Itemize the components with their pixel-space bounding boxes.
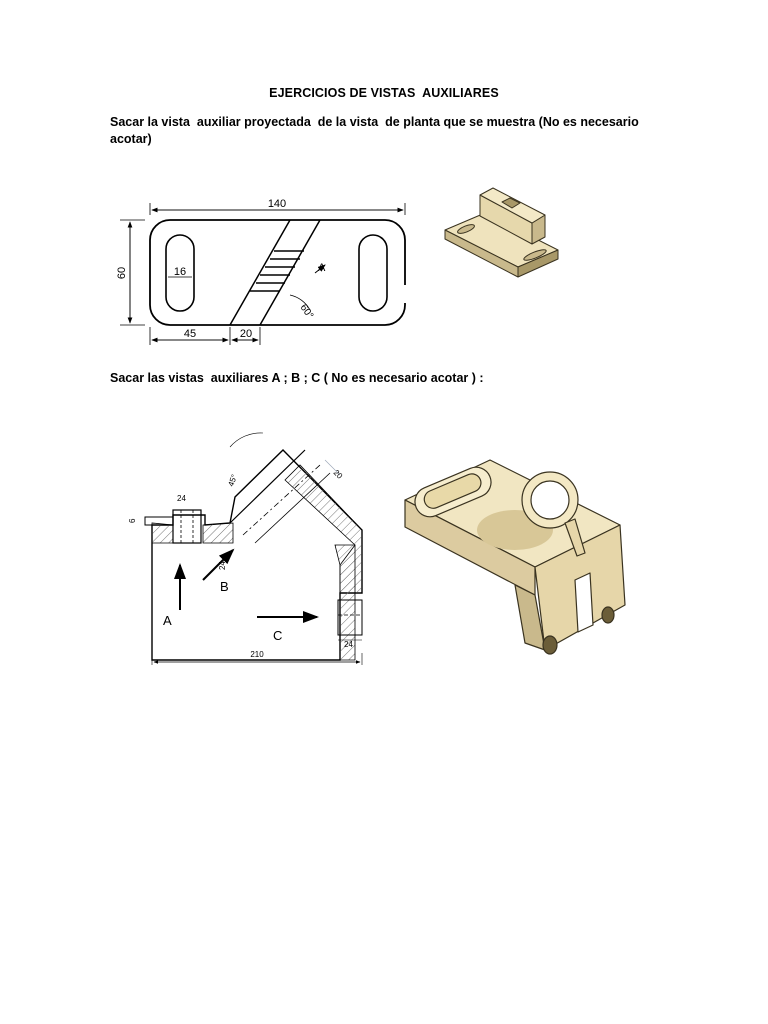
dim-width-label: 140 bbox=[267, 198, 287, 210]
angle-label: 60° bbox=[297, 302, 316, 322]
dim-angle-label: 45° bbox=[226, 473, 240, 488]
dim-total-label: 210 bbox=[250, 650, 264, 659]
isometric-part-1 bbox=[440, 195, 580, 295]
page-title: EJERCICIOS DE VISTAS AUXILIARES bbox=[269, 86, 499, 100]
view-c-arrow-label: C bbox=[273, 628, 283, 643]
dim-step-label: 24 bbox=[218, 561, 227, 570]
body-outline bbox=[152, 450, 362, 660]
view-b-arrow-label: B bbox=[220, 579, 229, 594]
exercise-2-instruction: Sacar las vistas auxiliares A ; B ; C ( No es necesario acotar ) : bbox=[110, 371, 484, 385]
dim-hole-label: 24 bbox=[344, 640, 353, 649]
dim-boss-label: 24 bbox=[177, 494, 186, 503]
elevation-drawing bbox=[125, 425, 390, 670]
exercise-1-instruction: Sacar la vista auxiliar proyectada de la vista de planta que se muestra (No es necesario acotar) bbox=[110, 115, 643, 146]
dim-offset-label: 45 bbox=[183, 328, 197, 340]
dim-band-label: 20 bbox=[239, 328, 253, 340]
view-a-arrow-label: A bbox=[163, 613, 172, 628]
dim-height-label: 60 bbox=[116, 266, 128, 280]
plan-view-drawing bbox=[110, 195, 420, 355]
dim-boss-height-label: 6 bbox=[128, 518, 137, 523]
right-slot bbox=[359, 235, 387, 311]
isometric-part-2 bbox=[395, 455, 635, 670]
dim-arm-label: 20 bbox=[331, 468, 345, 481]
dim-slot-label: 16 bbox=[173, 266, 187, 278]
view-a-label: A bbox=[318, 262, 326, 274]
